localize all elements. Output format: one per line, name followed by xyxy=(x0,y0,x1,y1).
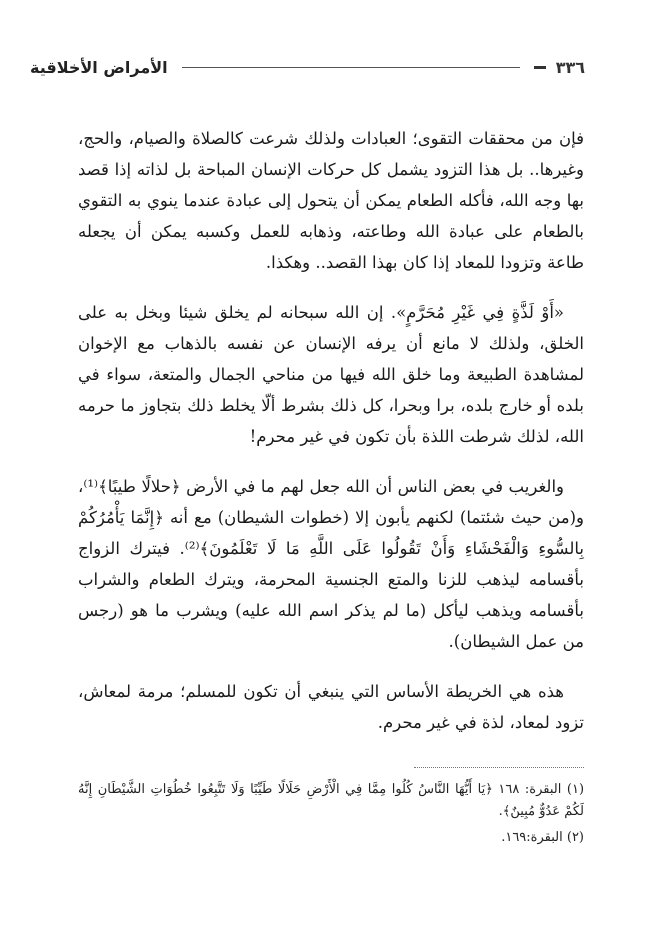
running-header xyxy=(30,52,585,82)
paragraph: فإن من محققات التقوى؛ العبادات ولذلك شرعت كالصلاة والصيام، والحج، وغيرها.. بل هذا التزود يشمل كل حركات الإنسان المباحة بل لذاته إذا قصد بها وجه الله، فأكله الطعام يمكن أن يتحول إلى عبادة عندما ينوي به التقوي بالطعام على عبادة الله وطاعته، وذهابه للعمل وكسبه يمكن أن يجعله طاعة وتزودا للمعاد إذا كان بهذا القصد.. وهكذا. xyxy=(78,129,584,272)
header-rule xyxy=(182,67,520,68)
paragraph: «أَوْ لَذَّةٍ فِي غَيْرِ مُحَرَّمٍ». إن الله سبحانه لم يخلق شيئا وبخل به على الخلق، ولذلك لا مانع أن يرفه الإنسان عن نفسه بالذهاب مع الإخوان لمشاهدة الطبيعة وما خلق الله فيها من مناحي الجمال والمتعة، سواء في بلده أو خارج بلده، برا وبحرا، كل ذلك بشرط ألّا يخلط ذلك بتجاوز ما حرمه الله، لذلك شرطت اللذة بأن تكون في غير محرم! xyxy=(78,303,584,446)
footnote: (١) البقرة: ١٦٨ ﴿يَا أَيُّهَا النَّاسُ كُلُوا مِمَّا فِي الْأَرْضِ حَلَالًا طَيِّبًا وَلَا تَتَّبِعُوا خُطُوَاتِ الشَّيْطَانِ إِنَّهُ لَكُمْ عَدُوٌّ مُبِينٌ﴾. xyxy=(78,782,585,819)
page-number-dash xyxy=(534,66,546,69)
page-number: ٣٣٦ xyxy=(555,57,585,77)
footnotes xyxy=(78,779,584,853)
paragraph: هذه هي الخريطة الأساس التي ينبغي أن تكون للمسلم؛ مرمة لمعاش، تزود لمعاد، لذة في غير محرم. xyxy=(78,682,584,732)
paragraph: والغريب في بعض الناس أن الله جعل لهم ما في الأرض ﴿حلالًا طيبًا﴾⁽¹⁾، و(من حيث شئتما) لكنهم يأبون إلا (خطوات الشيطان) مع أنه ﴿إِنَّمَا يَأْمُرُكُمْ بِالسُّوءِ وَالْفَحْشَاءِ وَأَنْ تَقُولُوا عَلَى اللَّهِ مَا لَا تَعْلَمُونَ﴾⁽²⁾. فيترك الزواج بأقسامه ليذهب للزنا والمتع الجنسية المحرمة، ويترك الطعام والشراب بأقسامه ويذهب ليأكل (ما لم يذكر اسم الله عليه) ويشرب ما هو (رجس من عمل الشيطان). xyxy=(78,477,584,651)
main-text xyxy=(78,123,584,757)
footnote: (٢) البقرة:١٦٩. xyxy=(501,830,584,845)
footnote-separator xyxy=(414,767,584,768)
chapter-title: الأمراض الأخلاقية xyxy=(30,57,168,77)
